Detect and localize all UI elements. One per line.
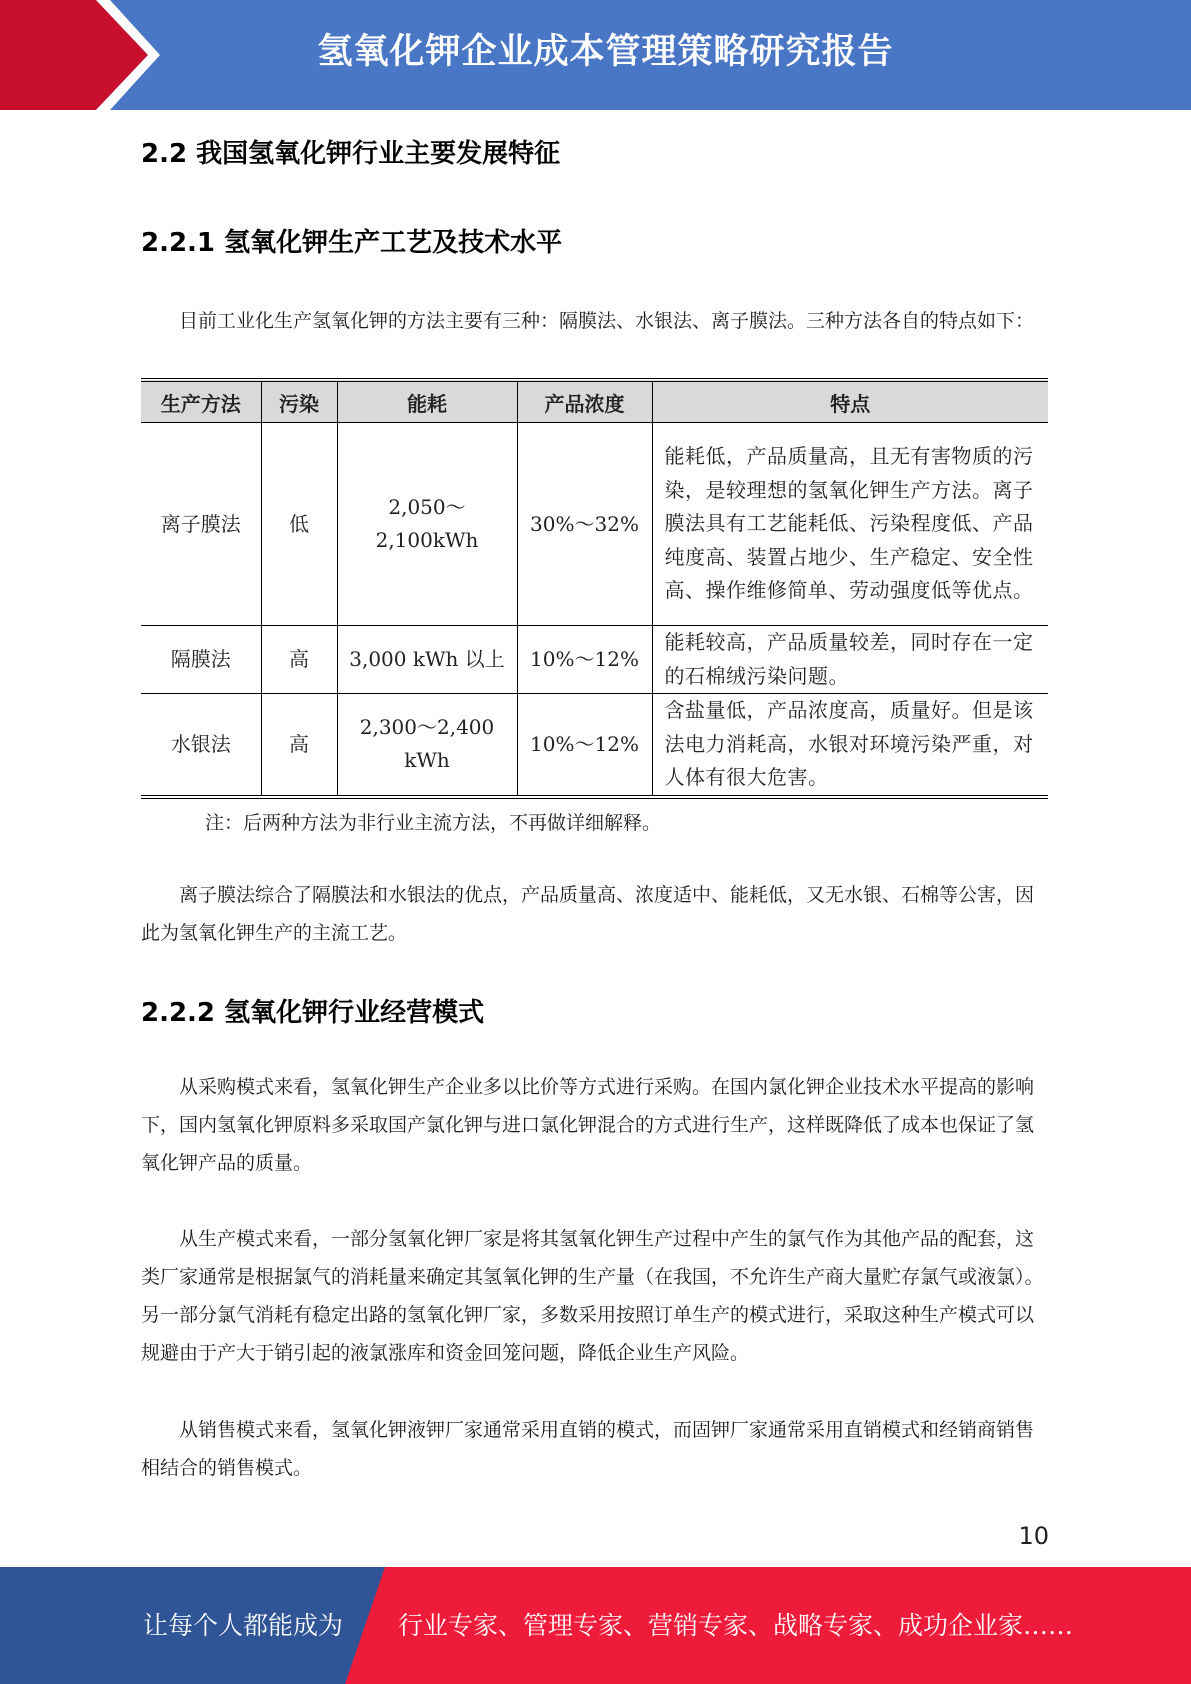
table-row xyxy=(141,423,1048,626)
cell-energy: 3,000 kWh 以上 xyxy=(337,626,517,694)
footer-slogan-right: 行业专家、管理专家、营销专家、战略专家、成功企业家…… xyxy=(398,1611,1074,1640)
report-title: 氢氧化钾企业成本管理策略研究报告 xyxy=(317,32,894,72)
ionic-membrane-paragraph: 离子膜法综合了隔膜法和水银法的优点，产品质量高、浓度适中、能耗低，又无水银、石棉等公害，因此为氢氧化钾生产的主流工艺。 xyxy=(141,884,1035,944)
cell-feature: 含盐量低，产品浓度高，质量好。但是该法电力消耗高，水银对环境污染严重，对人体有很大危害。 xyxy=(652,694,1048,797)
cell-concentration: 30%～32% xyxy=(517,423,652,626)
table-header-row xyxy=(141,380,1048,423)
page-footer xyxy=(0,1567,1191,1684)
col-header-energy: 能耗 xyxy=(337,380,517,423)
cell-method: 隔膜法 xyxy=(141,626,261,694)
production-paragraph: 从生产模式来看，一部分氢氧化钾厂家是将其氢氧化钾生产过程中产生的氯气作为其他产品的配套，这类厂家通常是根据氯气的消耗量来确定其氢氧化钾的生产量（在我国，不允许生产商大量贮存氯气或液氯）。另一部分氯气消耗有稳定出路的氢氧化钾厂家，多数采用按照订单生产的模式进行，采取这种生产模式可以规避由于产大于销引起的液氯涨库和资金回笼问题，降低企业生产风险。 xyxy=(141,1228,1044,1364)
purchase-paragraph: 从采购模式来看，氢氧化钾生产企业多以比价等方式进行采购。在国内氯化钾企业技术水平提高的影响下，国内氢氧化钾原料多采取国产氯化钾与进口氯化钾混合的方式进行生产，这样既降低了成本也保证了氢氧化钾产品的质量。 xyxy=(141,1076,1035,1174)
table-row xyxy=(141,694,1048,797)
process-comparison-table xyxy=(141,378,1048,799)
cell-pollution: 低 xyxy=(261,423,337,626)
intro-paragraph: 目前工业化生产氢氧化钾的方法主要有三种：隔膜法、水银法、离子膜法。三种方法各自的特点如下： xyxy=(179,310,1035,332)
col-header-method: 生产方法 xyxy=(141,380,261,423)
cell-method: 离子膜法 xyxy=(141,423,261,626)
table-note: 注：后两种方法为非行业主流方法，不再做详细解释。 xyxy=(205,812,662,834)
col-header-pollution: 污染 xyxy=(261,380,337,423)
cell-feature: 能耗较高，产品质量较差，同时存在一定的石棉绒污染问题。 xyxy=(652,626,1048,694)
sales-paragraph: 从销售模式来看，氢氧化钾液钾厂家通常采用直销的模式，而固钾厂家通常采用直销模式和经销商销售相结合的销售模式。 xyxy=(141,1419,1035,1479)
cell-pollution: 高 xyxy=(261,626,337,694)
cell-concentration: 10%～12% xyxy=(517,694,652,797)
page-number: 10 xyxy=(1018,1522,1049,1550)
page-header xyxy=(0,0,1191,110)
cell-method: 水银法 xyxy=(141,694,261,797)
col-header-concentration: 产品浓度 xyxy=(517,380,652,423)
table-row xyxy=(141,626,1048,694)
cell-concentration: 10%～12% xyxy=(517,626,652,694)
col-header-feature: 特点 xyxy=(652,380,1048,423)
cell-energy: 2,050～ 2,100kWh xyxy=(337,423,517,626)
cell-feature: 能耗低，产品质量高，且无有害物质的污染，是较理想的氢氧化钾生产方法。离子膜法具有工艺能耗低、污染程度低、产品纯度高、装置占地少、生产稳定、安全性高、操作维修简单、劳动强度低等优点。 xyxy=(652,423,1048,626)
cell-energy: 2,300～2,400 kWh xyxy=(337,694,517,797)
section-heading-2-2-1: 2.2.1 氢氧化钾生产工艺及技术水平 xyxy=(141,228,563,258)
cell-pollution: 高 xyxy=(261,694,337,797)
section-heading-2-2: 2.2 我国氢氧化钾行业主要发展特征 xyxy=(141,139,561,169)
footer-slogan-left: 让每个人都能成为 xyxy=(143,1611,344,1640)
section-heading-2-2-2: 2.2.2 氢氧化钾行业经营模式 xyxy=(141,998,485,1028)
